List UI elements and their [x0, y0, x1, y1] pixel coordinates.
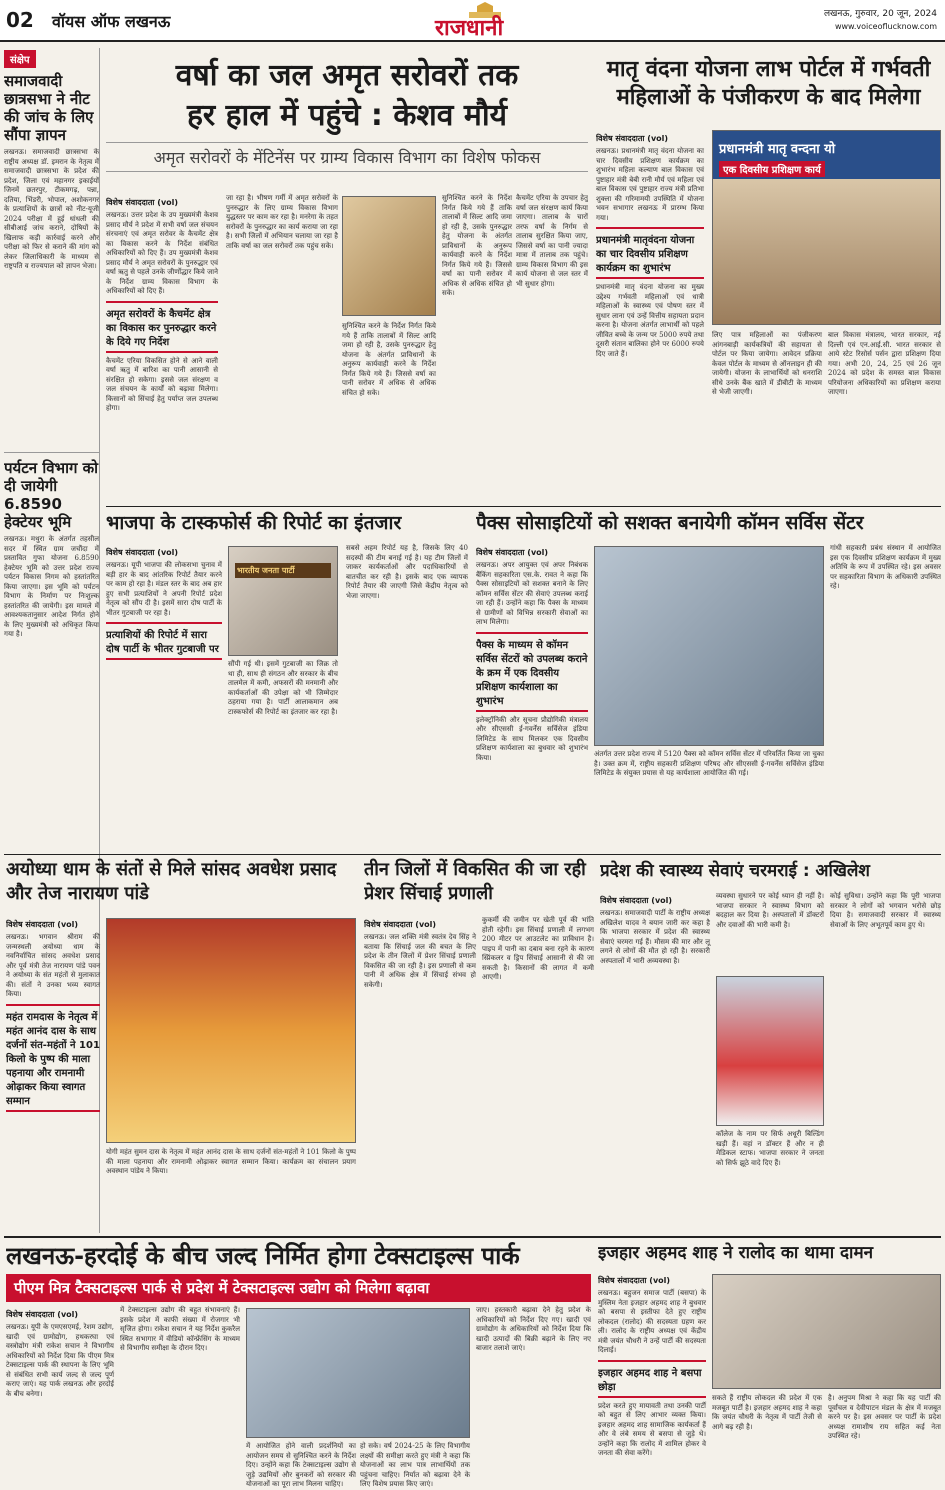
- izhar-byline: विशेष संवाददाता (vol): [598, 1276, 671, 1285]
- lead-body-2: जा रहा है। भीषण गर्मी में अमृत सरोवरों के पुनरुद्धार के लिए ग्राम्य विकास विभाग युद्धस्तर पर काम कर रहा है। मनरेगा के तहत सरोवरों के पुनरुद्धार का कार्य कराया जा रहा है। सभी जिलों में अभियान चलाया जा रहा है ताकि वर्षा का जल सरोवरों तक पहुंच सके।: [226, 194, 339, 250]
- bjp-taskforce-story: [106, 510, 468, 850]
- pacs-story: [476, 510, 941, 850]
- textile-subhead: पीएम मित्र टैक्सटाइल्स पार्क से प्रदेश में टेक्सटाइल्स उद्योग को मिलेगा बढ़ावा: [6, 1274, 591, 1302]
- pacs-byline: विशेष संवाददाता (vol): [476, 548, 549, 557]
- matru-byline: विशेष संवाददाता (vol): [596, 134, 669, 143]
- izhar-body-2: प्रदेश करते हुए मायावती तथा उनकी पार्टी को बहुत से लिए आभार व्यक्त किया। इजहार अहमद शाह सामाजिक कार्यकर्ता हैं और वे लंबे समय से बसपा से जुड़े थे। उन्होंने कहा कि रालोद में शामिल होकर वे जनता की सेवा करेंगे।: [598, 1401, 706, 1457]
- matru-banner-text: प्रधानमंत्री मातृ वन्दना यो: [719, 142, 836, 157]
- brief-headline-1: समाजवादी छात्रसभा ने नीट की जांच के लिए सौंपा ज्ञापन: [4, 72, 94, 144]
- ayodhya-headline: अयोध्या धाम के संतों से मिले सांसद अवधेश प्रसाद और तेज नारायण पांडे: [6, 859, 337, 904]
- izhar-body-4: है। अनुपम मिश्रा ने कहा कि यह पार्टी की पूर्वांचल व देवीपाटन मंडल के क्षेत्र में मजबूत करने पर है। इस अवसर पर पार्टी के प्रदेश अध्यक्ष रामाशीष राय सहित कई नेता उपस्थित रहे।: [828, 1394, 941, 1440]
- matru-body-3: लिए पात्र महिलाओं का पंजीकरण आंगनबाड़ी कार्यकत्रियों की सहायता से पोर्टल पर किया जायेगा। आवेदन प्रक्रिया केवल पोर्टल के माध्यम से ऑनलाइन ही की जायेगी। योजना के लाभार्थियों को धनराशि सीधे उनके बैंक खाते में डीबीटी के माध्यम से भेजी जाएगी।: [712, 331, 822, 396]
- bjp-office-sign: भारतीय जनता पार्टी: [235, 563, 331, 578]
- textile-body-4: हो सके। वर्ष 2024-25 के लिए विभागीय लक्ष्यों की समीक्षा करते हुए मंत्री ने कहा कि योजनाओं का लाभ पात्र लाभार्थियों तक पहुंचना चाहिए। निर्यात को बढ़ावा देने के लिए विशेष प्रयास किए जाएं।: [360, 1442, 470, 1488]
- ayodhya-story: [6, 858, 356, 1233]
- akhilesh-body-3: कॉलेज के नाम पर सिर्फ अधूरी बिल्डिंग खड़ी हैं। वहां न डॉक्टर हैं और न ही मेडिकल स्टाफ। भाजपा सरकार ने जनता को सिर्फ झूठे वादे दिए हैं।: [716, 1130, 824, 1167]
- textile-byline: विशेष संवाददाता (vol): [6, 1310, 79, 1319]
- pacs-body-2: गांधी सहकारी प्रबंध संस्थान में आयोजित इस एक दिवसीय प्रशिक्षण कार्यक्रम में मुख्य अतिथि के रूप में उपस्थित रहे। इस अवसर पर सहकारिता विभाग के अधिकारी उपस्थित रहे।: [830, 544, 941, 590]
- izhar-headline: इजहार अहमद शाह ने रालोद का थामा दामन: [598, 1243, 874, 1263]
- izhar-story: [598, 1240, 941, 1488]
- brief-body-1: लखनऊ। समाजवादी छात्रसभा के राष्ट्रीय अध्यक्ष डॉ. इमरान के नेतृत्व में समाजवादी छात्रसभा के प्रदेश की प्रदेश, जिला एवं महानगर इकाईयों जिनमें छतरपुर, टीकमगढ़, पन्ना, दतिया, भिंडरी, भोपाल, अशोकनगर के प्रत्याशियों के छात्रों को नीट-यूजी 2024 परीक्षा में हुई धांधली की सीबीआई जांच कराने, दोषियों के खिलाफ कड़ी कार्रवाई करने और परीक्षा को फिर से कराने की मांग को लेकर जिलाधिकारी के माध्यम से राष्ट्रपति व राज्यपाल को ज्ञापन भेजा।: [4, 148, 99, 270]
- matru-banner-text-2: एक दिवसीय प्रशिक्षण कार्य: [719, 161, 825, 177]
- divider: [4, 1236, 941, 1238]
- akhilesh-byline: विशेष संवाददाता (vol): [600, 896, 673, 905]
- lead-body-5: कैचमेंट एरिया के उपचार हेतु वर्षा जल संरक्षण कार्य किया जाएगा। तालाब के चारों तरफ वर्षा के निर्गम से तालाब सुरक्षित किया जाए, जिससे वर्षा का पानी ज्यादा मात्रा में तालाब तक पहुंचे। ग्राम्य विकास विभाग की इस कार्य योजना से जल स्तर में भी सुधार होगा।: [516, 194, 588, 288]
- irrigation-body-2: कुकर्मी की जमीन पर खेती पूर्व की भांति होती रहेगी। इस सिंचाई प्रणाली में लगभग 200 मीटर पर आउटलेट का प्राविधान है। पाइप में पानी का दबाव बना रहने के कारण स्प्रिंकलर व ड्रिप सिंचाई आसानी से की जा सकती है। किसानों की लागत में कमी आएगी।: [482, 916, 594, 981]
- website-url[interactable]: www.voiceoflucknow.com: [834, 22, 937, 31]
- matru-event-photo: [712, 130, 941, 325]
- izhar-body-1: लखनऊ। बहुजन समाज पार्टी (बसपा) के मुस्लिम नेता इजहार अहमद शाह ने बुधवार को बसपा से इस्तीफा देते हुए राष्ट्रीय लोकदल (रालोद) की सदस्यता ग्रहण कर ली। रालोद के राष्ट्रीय अध्यक्ष एवं केंद्रीय मंत्री जयंत चौधरी ने उन्हें पार्टी की सदस्यता दिलाई।: [598, 1289, 706, 1354]
- section-name: वॉयस ऑफ लखनऊ: [52, 12, 171, 31]
- brief-body-2: लखनऊ। मथुरा के अंतर्गत तहसील सदर में स्थित ग्राम जचौंदा में प्रस्तावित गुफा योजना 6.8590 हेक्टेयर भूमि को उत्तर प्रदेश राज्य पर्यटन विकास निगम को हस्तांतरित किया जाएगा। इस भूमि को पर्यटन विभाग के निर्माण पर निःशुल्क हस्तांतरित की जायेगी। इस मामले में आवश्यकतानुसार आदेश निर्गत होने के लिए मुख्यमंत्री को अधिकृत किया गया है।: [4, 535, 99, 638]
- matru-body-4: बाल विकास मंत्रालय, भारत सरकार, नई दिल्ली एवं एन.आई.सी. भारत सरकार से आये स्टेट रिसोर्स पर्सन द्वारा प्रशिक्षण दिया गया। अभी 20, 24, 25 एवं 26 जून 2024 को प्रदेश के समस्त बाल विकास परियोजना अधिकारियों का प्रशिक्षण कराया जाएगा।: [828, 331, 941, 396]
- akhilesh-story: [600, 858, 941, 1233]
- lead-headline-2: हर हाल में पहुंचे : केशव मौर्य: [186, 98, 508, 133]
- masthead: [0, 0, 945, 42]
- irrigation-byline: विशेष संवाददाता (vol): [364, 920, 437, 929]
- bjp-body-1: लखनऊ। यूपी भाजपा की लोकसभा चुनाव में बड़ी हार के बाद आंतरिक रिपोर्ट तैयार करने पर काम हो रहा है। मंडल स्तर के बाद अब हार हुए सभी प्रत्याशियों ने अपनी रिपोर्ट प्रदेश नेतृत्व को सौंप दी है। इसमें सारा दोष पार्टी के भीतर गुटबाजी पर रहा है।: [106, 561, 222, 617]
- ayodhya-byline: विशेष संवाददाता (vol): [6, 920, 79, 929]
- textile-meeting-photo: [246, 1308, 470, 1438]
- lead-body-1b: कैचमेंट एरिया विकसित होने से आने वाली वर्षा ऋतु में बारिश का पानी आसानी से संरक्षित हो सकेगा। इससे जल संरक्षण व जल संचयन के कार्यों को बढ़ावा मिलेगा। किसानों को सिंचाई हेतु पर्याप्त जल उपलब्ध होगा।: [106, 356, 218, 412]
- keshav-maurya-photo: [342, 196, 436, 316]
- izhar-body-3: सकते हैं राष्ट्रीय लोकदल की प्रदेश में एक मजबूत पार्टी है। इजहार अहमद शाह ने कहा कि जयंत चौधरी के नेतृत्व में पार्टी तेजी से आगे बढ़ रही है।: [712, 1394, 822, 1431]
- bjp-byline: विशेष संवाददाता (vol): [106, 548, 179, 557]
- ayodhya-body-2: योगी महंत सुमन दास के नेतृत्व में महंत आनंद दास के साथ दर्जनों संत-महंतों ने 101 किलो के पुष्प की माला पहनाया और रामनामी ओढ़ाकर स्वागत सम्मान किया। कार्यक्रम का संचालन प्रयाग अवस्थान पांडेय ने किया।: [106, 1148, 356, 1175]
- akhilesh-body-4: कोई सुविधा। उन्होंने कहा कि पूरी भाजपा सरकार ने लोगों को भगवान भरोसे छोड़ दिया है। समाजवादी सरकार में स्वास्थ्य सेवाओं के लिए अभूतपूर्व काम हुए थे।: [830, 892, 941, 929]
- textile-body-2: में टेक्सटाइल्स उद्योग की बहुत संभावनाएं हैं। इसके प्रदेश में काफी संख्या में रोजगार भी सृजित होगा। राकेश सचान ने यह निर्देश कुकरैल स्थित सभागार में वीडियो कॉन्फ्रेंसिंग के माध्यम से विभागीय समीक्षा के दौरान दिए।: [120, 1306, 240, 1352]
- bjp-body-2: सौंपी गई थी। इसमें गुटबाजी का जिक्र तो था ही, साथ ही संगठन और सरकार के बीच तालमेल में कमी, अफसरों की मनमानी और कार्यकर्ताओं की उपेक्षा को भी जिम्मेदार ठहराया गया है। पार्टी आलाकमान अब टास्कफोर्स की रिपोर्ट का इंतजार कर रहा है।: [228, 660, 338, 716]
- matru-callout: प्रधानमंत्री मातृवंदना योजना का चार दिवसीय प्रशिक्षण कार्यक्रम का शुभारंभ: [596, 227, 704, 279]
- izhar-joining-photo: [712, 1274, 941, 1389]
- akhilesh-headline: प्रदेश की स्वास्थ्य सेवाएं चरमराई : अखिलेश: [600, 861, 870, 881]
- textile-body-3: में आयोजित होने वाली प्रदर्शनियों का आयोजन समय से सुनिश्चित करने के निर्देश दिए। उन्होंने कहा कि टेक्सटाइल्स उद्योग से जुड़े उद्यमियों और बुनकरों को सरकार की योजनाओं का पूरा लाभ मिलना चाहिए।: [246, 1442, 356, 1488]
- irrigation-body-1: लखनऊ। जल शक्ति मंत्री स्वतंत्र देव सिंह ने बताया कि सिंचाई जल की बचत के लिए प्रदेश के तीन जिलों में प्रेशर सिंचाई प्रणाली विकसित की जा रही है। इस प्रणाली से कम पानी में अधिक क्षेत्र में सिंचाई संभव हो सकेगी।: [364, 933, 476, 989]
- lead-callout: अमृत सरोवरों के कैचमेंट क्षेत्र का विकास कर पुनरुद्धार करने के दिये गए निर्देश: [106, 301, 218, 353]
- irrigation-story: [364, 858, 594, 1233]
- bjp-headline: भाजपा के टास्कफोर्स की रिपोर्ट का इंतजार: [106, 512, 402, 534]
- textile-body-1: लखनऊ। यूपी के एमएसएमई, रेशम उद्योग, खादी एवं ग्रामोद्योग, हथकरघा एवं वस्त्रोद्योग मंत्री राकेश सचान ने विभागीय अधिकारियों को निर्देश दिया कि पीएम मित्र टेक्सटाइल्स पार्क की स्थापना के लिए भूमि से संबंधित सभी कार्य जल्द से जल्द पूर्ण कराए जाएं। यह पार्क लखनऊ और हरदोई के बीच बनेगा।: [6, 1323, 114, 1398]
- matru-headline-2: महिलाओं के पंजीकरण के बाद मिलेगा: [616, 85, 921, 110]
- lead-body-3: सुनिश्चित करने के निर्देश निर्गत किये गये हैं ताकि तालाबों में सिल्ट आदि जमा हो रही है, उसके पुनरुद्धार हेतु योजना के अंतर्गत प्राविधानों के अनुरूप कार्यवाही करने के निर्देश निर्गत किये गये हैं। जिससे वर्षा का पानी सरोवर में अधिक से अधिक संचित हो सके।: [342, 322, 436, 397]
- irrigation-headline: तीन जिलों में विकसित की जा रही प्रेशर सिंचाई प्रणाली: [364, 859, 586, 904]
- divider: [106, 506, 941, 507]
- issue-date: लखनऊ, गुरुवार, 20 जून, 2024: [823, 9, 937, 19]
- ayodhya-body-1: लखनऊ। भगवान श्रीराम की जन्मस्थली अयोध्या धाम के नवनिर्वाचित सांसद अवधेश प्रसाद और पूर्व मंत्री तेज नारायण पांडे पवन ने अयोध्या के संत महंतों से मुलाकात की। संतों ने उनका भव्य स्वागत किया।: [6, 933, 100, 998]
- divider: [4, 854, 941, 855]
- akhilesh-body-1: लखनऊ। समाजवादी पार्टी के राष्ट्रीय अध्यक्ष अखिलेश यादव ने बयान जारी कर कहा है कि भाजपा सरकार में प्रदेश की स्वास्थ्य सेवाएं चरमरा गई हैं। मौसम की मार और लू लगने से लोगों की मौत हो रही है। सरकारी अस्पतालों में भारी अव्यवस्था है।: [600, 909, 710, 965]
- logo-text: राजधानी: [435, 15, 504, 41]
- lead-byline: विशेष संवाददाता (vol): [106, 198, 179, 207]
- lead-body-1: लखनऊ। उत्तर प्रदेश के उप मुख्यमंत्री केशव प्रसाद मौर्य ने प्रदेश में सभी वर्षा जल संचयन संरचनाएं एवं अमृत सरोवर के कैचमेंट क्षेत्र का विकास करने के निर्देश संबंधित अधिकारियों को दिए हैं। उप मुख्यमंत्री केशव प्रसाद मौर्य ने अमृत सरोवरों के पुनरुद्धार एवं वर्षा ऋतु से पहले उनके जीर्णोद्धार किये जाने के निर्देश ग्राम्य विकास विभाग के अधिकारियों को दिए हैं।: [106, 211, 218, 295]
- textile-story: [6, 1240, 591, 1488]
- pacs-body-3: अंतर्गत उत्तर प्रदेश राज्य में 5120 पैक्स को कॉमन सर्विस सेंटर में परिवर्तित किया जा चुका है। उक्त क्रम में, राष्ट्रीय सहकारी प्रशिक्षण परिषद और सीएससी ई-गवर्नेंस सर्विसेज इंडिया लिमिटेड के संयुक्त प्रयास से यह कार्यशाला आयोजित की गई।: [594, 750, 824, 777]
- izhar-callout: इजहार अहमद शाह ने बसपा छोड़ा: [598, 1360, 706, 1398]
- pacs-headline: पैक्स सोसाइटियों को सशक्त बनायेगी कॉमन सर्विस सेंटर: [476, 512, 864, 534]
- matru-vandana-story: [596, 56, 941, 501]
- textile-headline: लखनऊ-हरदोई के बीच जल्द निर्मित होगा टेक्सटाइल्स पार्क: [6, 1242, 520, 1270]
- bjp-office-photo: [228, 546, 338, 656]
- matru-body-1: लखनऊ। प्रधानमंत्री मातृ वंदना योजना का चार दिवसीय प्रशिक्षण कार्यक्रम का शुभारंभ महिला कल्याण बाल विकास एवं पुष्टाहार मंत्री बेबी रानी मौर्य एवं महिला एवं बाल विकास एवं पुष्टाहार राज्य मंत्री प्रतिभा शुक्ला की गरिमामयी उपस्थिति में योजना भवन सभागार लखनऊ में प्रारम्भ किया गया।: [596, 147, 704, 222]
- page-number: 02: [6, 8, 34, 32]
- lead-story: [106, 56, 588, 501]
- lead-headline-1: वर्षा का जल अमृत सरोवरों तक: [175, 58, 519, 93]
- pacs-callout: पैक्स के माध्यम से कॉमन सर्विस सेंटरों को उपलब्ध कराने के क्रम में एक दिवसीय प्रशिक्षण कार्यशाला का शुभारंभ: [476, 632, 588, 712]
- brief-headline-2: पर्यटन विभाग को दी जायेगी 6.8590 हेक्टेयर भूमि: [4, 452, 99, 531]
- matru-headline-1: मातृ वंदना योजना लाभ पोर्टल में गर्भवती: [606, 57, 931, 82]
- briefs-tag: संक्षेप: [4, 50, 36, 68]
- pacs-body-1: लखनऊ। अपर आयुक्त एवं अपर निबंधक बैंकिंग सहकारिता एस.के. रावत ने कहा कि पैक्स सोसाइटियों को सशक्त बनाने के लिए कॉमन सर्विस सेंटर की सेवाएं उपलब्ध कराई जा रही हैं। उन्होंने कहा कि पैक्स के माध्यम से ग्रामीणों को विभिन्न सरकारी सेवाओं का लाभ मिलेगा।: [476, 561, 588, 626]
- pacs-body-4: इलेक्ट्रॉनिकी और सूचना प्रौद्योगिकी मंत्रालय और सीएससी ई-गवर्नेंस सर्विसेज इंडिया लिमिटेड के साथ मिलकर एक दिवसीय प्रशिक्षण कार्यशाला का बुधवार को शुभारंभ किया।: [476, 715, 588, 762]
- akhilesh-photo: [716, 976, 824, 1126]
- bjp-body-3: सबसे अहम रिपोर्ट यह है, जिसके लिए 40 सदस्यों की टीम बनाई गई है। यह टीम जिलों में जाकर कार्यकर्ताओं और पदाधिकारियों से बातचीत कर रही है। इसके बाद एक व्यापक रिपोर्ट तैयार की जाएगी जिसे केंद्रीय नेतृत्व को भेजा जाएगा।: [346, 544, 468, 600]
- ayodhya-callout: महंत रामदास के नेतृत्व में महंत आनंद दास के साथ दर्जनों संत-महंतों ने 101 किलो के पुष्प की माला पहनाया और रामनामी ओढ़ाकर किया स्वागत सम्मान: [6, 1004, 100, 1112]
- lead-body-4: सुनिश्चित करने के निर्देश निर्गत किये गये हैं ताकि तालाबों में सिल्ट आदि जमा हो रही है, उसके पुनरुद्धार हेतु योजना के अंतर्गत प्राविधानों के अनुरूप कार्यवाही करने के निर्देश निर्गत किये गये हैं। जिससे वर्षा का पानी सरोवर में अधिक से अधिक संचित हो सके।: [442, 194, 512, 297]
- akhilesh-body-2: व्यवस्था सुधारने पर कोई ध्यान ही नहीं है। भाजपा सरकार ने स्वास्थ्य विभाग को बदहाल कर दिया है। अस्पतालों में डॉक्टरों और दवाओं की भारी कमी है।: [716, 892, 824, 929]
- pacs-workshop-photo: [594, 546, 824, 746]
- matru-body-2: प्रधानमंत्री मातृ वंदना योजना का मुख्य उद्देश्य गर्भवती महिलाओं एवं धात्री महिलाओं के स्वास्थ्य एवं पोषण स्तर में सुधार लाना एवं उन्हें वित्तीय सहायता प्रदान करना है। योजना अंतर्गत लाभार्थी को पहले जीवित बच्चे के जन्म पर 5000 रुपये तथा दूसरी संतान बालिका होने पर 6000 रुपये दिए जाते हैं।: [596, 283, 704, 358]
- ayodhya-saints-photo: [106, 918, 356, 1143]
- lead-subhead: अमृत सरोवरों के मेंटिनेंस पर ग्राम्य विकास विभाग का विशेष फोकस: [106, 142, 588, 172]
- bjp-callout: प्रत्याशियों की रिपोर्ट में सारा दोष पार्टी के भीतर गुटबाजी पर: [106, 622, 222, 660]
- logo: [425, 2, 545, 41]
- textile-body-5: जाए। हस्तकारी बढ़ावा देने हेतु प्रदेश के अधिकारियों को निर्देश दिए गए। खादी एवं ग्रामोद्योग के अधिकारियों को निर्देश दिया कि खादी उत्पादों की बिक्री बढ़ाने के लिए नए बाजार तलाशे जाएं।: [476, 1306, 591, 1352]
